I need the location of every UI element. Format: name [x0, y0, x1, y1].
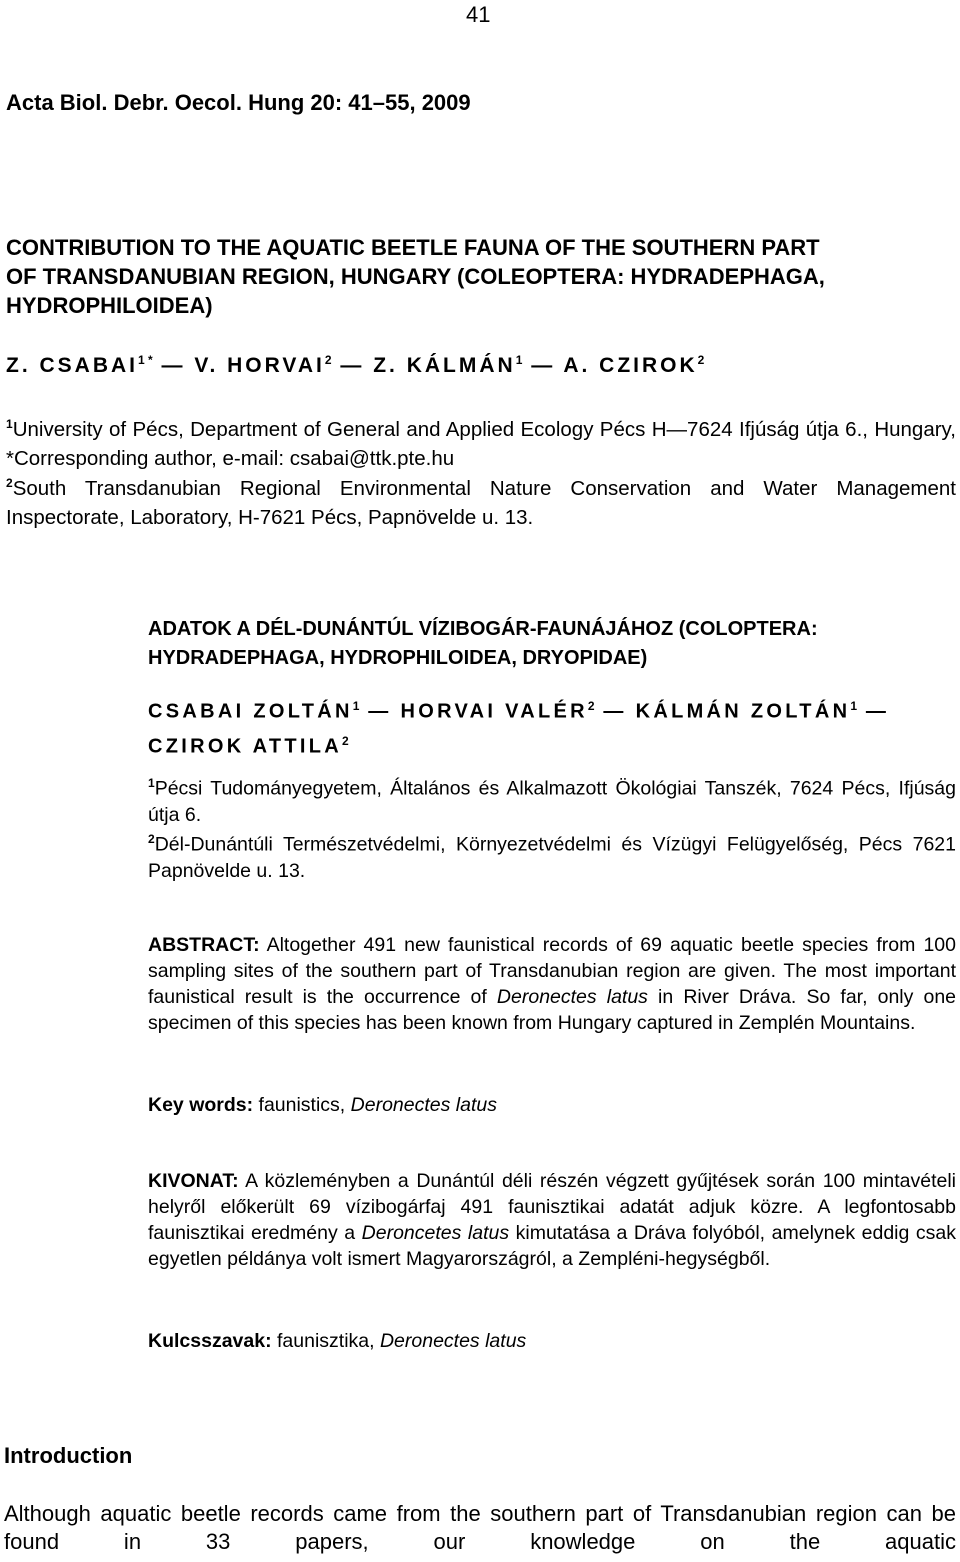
- article-title: [6, 233, 956, 320]
- author-name: CZIROK ATTILA: [148, 735, 342, 758]
- introduction-paragraph: Although aquatic beetle records came from the southern part of Transdanubian region can be found in 33 papers, our knowledge on the aquatic: [4, 1501, 956, 1554]
- kivonat-paragraph: [148, 1168, 956, 1272]
- hungarian-title: ADATOK A DÉL-DUNÁNTÚL VÍZIBOGÁR-FAUNÁJÁHOZ (COLOPTERA: HYDRADEPHAGA, HYDROPHILOIDEA, DRYOPIDAE): [148, 618, 818, 669]
- author-separator: —: [865, 700, 890, 723]
- species-name: Deroncetes latus: [361, 1222, 510, 1244]
- affiliation-2: [6, 469, 956, 532]
- author-name: Z. CSABAI: [6, 354, 138, 377]
- affiliation-1: [6, 410, 956, 473]
- affiliation-text: South Transdanubian Regional Environmental Nature Conservation and Water Management Inspectorate, Laboratory, H-7621 Pécs, Papnövelde u. 13.: [6, 476, 956, 529]
- title-line: HYDROPHILOIDEA): [6, 293, 213, 318]
- author-separator: —: [531, 354, 556, 377]
- author-affiliation-mark: 2: [587, 699, 595, 713]
- affiliation-text: Pécsi Tudományegyetem, Általános és Alkalmazott Ökológiai Tanszék, 7624 Pécs, Ifjúság útja 6.: [148, 777, 956, 826]
- hungarian-affiliation-1: [148, 770, 956, 828]
- section-title: Introduction: [4, 1443, 133, 1468]
- author-name: CSABAI ZOLTÁN: [148, 700, 353, 723]
- author-name: V. HORVAI: [194, 354, 325, 377]
- affiliation-mark: 1: [6, 417, 13, 431]
- author-name: KÁLMÁN ZOLTÁN: [635, 700, 851, 723]
- keywords-label: Key words:: [148, 1094, 254, 1116]
- abstract-paragraph: [148, 932, 956, 1036]
- affiliation-text: University of Pécs, Department of General and Applied Ecology Pécs H—7624 Ifjúság útja 6., Hungary, *Corresponding author, e-mail: csabai@ttk.pte.hu: [6, 417, 956, 470]
- author-name: HORVAI VALÉR: [400, 700, 588, 723]
- title-line: CONTRIBUTION TO THE AQUATIC BEETLE FAUNA OF THE SOUTHERN PART: [6, 235, 820, 260]
- keywords-text: faunistics,: [253, 1094, 351, 1116]
- author-separator: —: [340, 354, 365, 377]
- keywords: [148, 1092, 956, 1118]
- journal-reference: Acta Biol. Debr. Oecol. Hung 20: 41–55, 2009: [6, 90, 471, 115]
- abstract-text: in River Dráva. So far, only one specimen of this species has been known from Hungary captured in Zemplén Mountains.: [148, 986, 957, 1034]
- author-separator: —: [161, 354, 186, 377]
- author-affiliation-mark: 2: [324, 353, 332, 367]
- author-list: [6, 353, 704, 378]
- page-number: 41: [466, 2, 491, 27]
- abstract-text: Altogether 491 new faunistical records of 69 aquatic beetle species from 100 sampling sites of the southern part of Transdanubian region are given. The most important faunistical result is the occurrence of: [148, 934, 956, 1008]
- author-affiliation-mark: 1: [515, 353, 523, 367]
- kulcsszavak: [148, 1328, 956, 1354]
- species-name: Deronectes latus: [379, 1330, 527, 1352]
- author-separator: —: [603, 700, 627, 723]
- affiliation-mark: 1: [148, 776, 155, 790]
- species-name: Deronectes latus: [350, 1094, 497, 1116]
- hungarian-author-list: [148, 692, 956, 761]
- kivonat-label: KIVONAT:: [148, 1170, 239, 1192]
- kulcsszavak-text: faunisztika,: [271, 1330, 380, 1352]
- hungarian-affiliation-2: [148, 826, 956, 884]
- kulcsszavak-label: Kulcsszavak:: [148, 1330, 272, 1352]
- author-affiliation-mark: 1: [850, 699, 857, 713]
- author-affiliation-mark: 2: [341, 733, 349, 748]
- author-name: Z. KÁLMÁN: [373, 354, 516, 377]
- author-separator: —: [368, 700, 392, 723]
- author-name: A. CZIROK: [563, 354, 698, 377]
- kivonat-text: kimutatása a Dráva folyóból, amelynek eddig csak egyetlen példánya volt ismert Magyarországról, a Zempléni-hegységből.: [148, 1222, 956, 1270]
- abstract-label: ABSTRACT:: [148, 934, 260, 956]
- kivonat-text: A közleményben a Dunántúl déli részén végzett gyűjtések során 100 mintavételi helyről előkerült 69 vízibogárfaj 491 faunisztikai adatát adjuk közre. A legfontosabb faunisztikai eredmény a: [148, 1170, 956, 1244]
- affiliation-mark: 2: [148, 832, 155, 846]
- title-line: OF TRANSDANUBIAN REGION, HUNGARY (COLEOPTERA: HYDRADEPHAGA,: [6, 264, 825, 289]
- affiliation-text: Dél-Dunántúli Természetvédelmi, Környezetvédelmi és Vízügyi Felügyelőség, Pécs 7621 Papnövelde u. 13.: [148, 833, 956, 882]
- author-affiliation-mark: 2: [697, 353, 705, 367]
- affiliation-mark: 2: [6, 476, 13, 490]
- author-affiliation-mark: 1 *: [138, 353, 153, 367]
- species-name: Deronectes latus: [496, 986, 648, 1008]
- author-affiliation-mark: 1: [352, 699, 360, 713]
